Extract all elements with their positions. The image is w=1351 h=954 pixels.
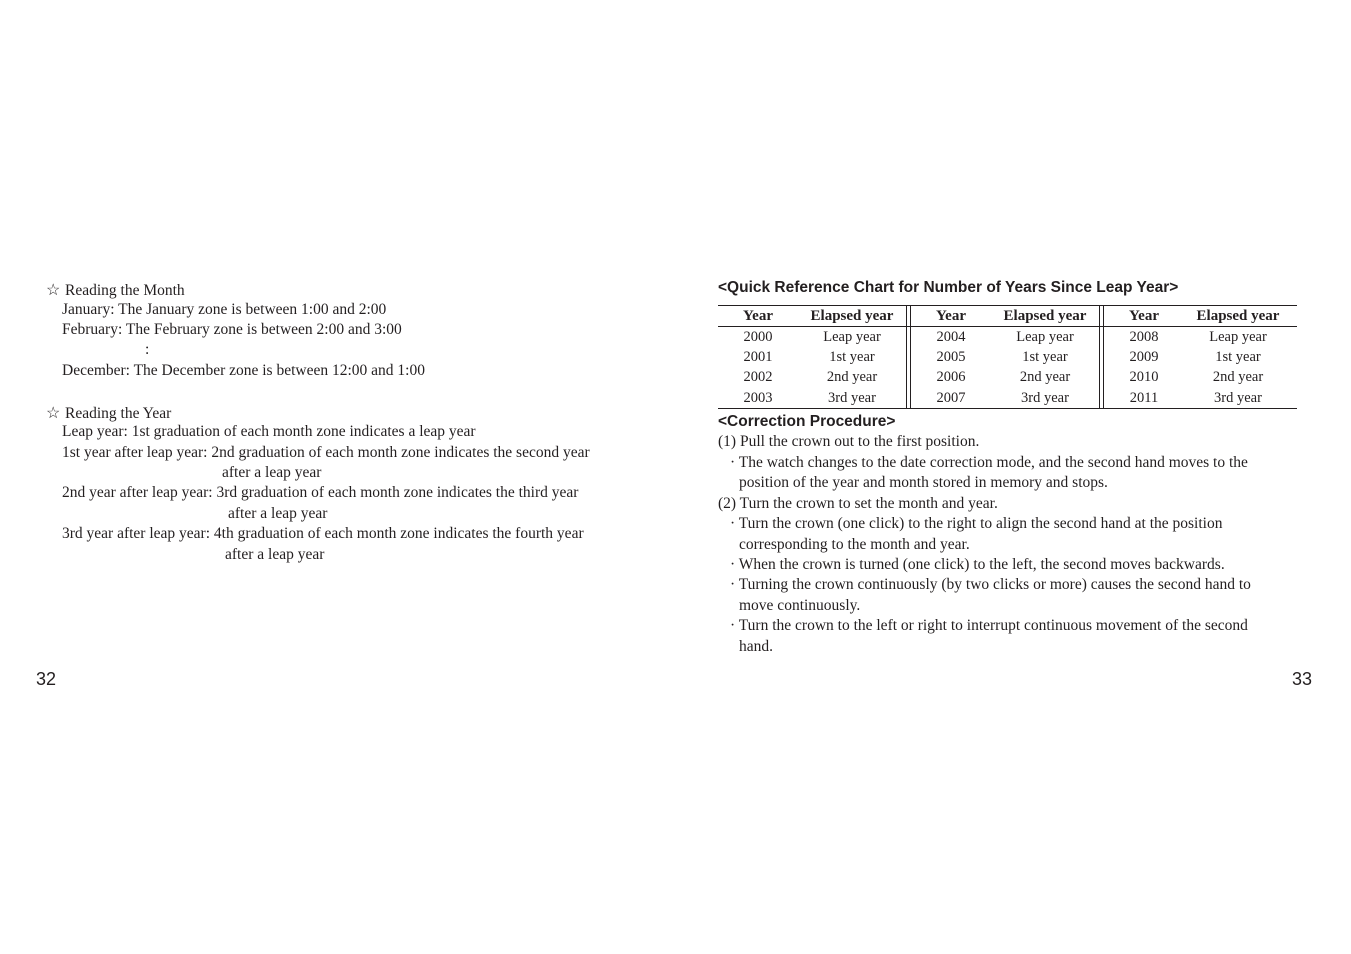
table-row (718, 347, 1297, 367)
table-cell: 2004 (936, 328, 966, 345)
left-page (0, 0, 675, 954)
chart-title: <Quick Reference Chart for Number of Years Since Leap Year> (718, 279, 1179, 296)
reading-month-heading (46, 280, 185, 300)
table-cell: 2002 (743, 369, 773, 386)
year-line-third: 3rd year after leap year: 4th graduation of each month zone indicates the fourth year (62, 525, 584, 542)
year-line-second-cont: after a leap year (228, 505, 328, 522)
table-cell: 2003 (743, 389, 773, 406)
table-body (718, 327, 1297, 408)
leap-year-table (718, 305, 1297, 409)
year-line-leap: Leap year: 1st graduation of each month zone indicates a leap year (62, 423, 476, 440)
reading-year-title: Reading the Year (65, 405, 172, 422)
table-cell: 2011 (1129, 389, 1159, 406)
month-line-january: January: The January zone is between 1:00 and 2:00 (62, 301, 387, 318)
header-elapsed: Elapsed year (810, 307, 894, 324)
table-cell: 2nd year (1019, 369, 1071, 386)
header-elapsed: Elapsed year (1003, 307, 1087, 324)
procedure-step-2-bullet-4-cont: hand. (739, 638, 774, 655)
star-icon: ☆ (46, 282, 61, 299)
page-number-left: 32 (36, 669, 57, 689)
table-cell: 2000 (743, 328, 773, 345)
table-row (718, 327, 1297, 347)
correction-procedure-title: <Correction Procedure> (718, 413, 896, 430)
star-icon: ☆ (46, 405, 61, 422)
table-cell: 2007 (936, 389, 966, 406)
table-cell: 3rd year (1214, 389, 1262, 406)
table-cell: 2005 (936, 348, 966, 365)
header-year: Year (936, 307, 966, 324)
procedure-step-2-bullet-1: · Turn the crown (one click) to the right to align the second hand at the position (730, 515, 1223, 532)
procedure-step-2-bullet-4: · Turn the crown to the left or right to interrupt continuous movement of the second (730, 617, 1248, 634)
table-cell: 2001 (743, 348, 773, 365)
table-cell: 2009 (1129, 348, 1159, 365)
year-line-second: 2nd year after leap year: 3rd graduation of each month zone indicates the third year (62, 484, 579, 501)
table-cell: 3rd year (1021, 389, 1069, 406)
table-cell: 1st year (829, 348, 875, 365)
procedure-step-2-bullet-3: · Turning the crown continuously (by two clicks or more) causes the second hand to (730, 576, 1251, 593)
procedure-step-2-bullet-3-cont: move continuously. (739, 597, 861, 614)
table-row (718, 368, 1297, 388)
table-header-row (718, 306, 1297, 327)
procedure-step-2: (2) Turn the crown to set the month and year. (718, 495, 998, 512)
table-cell: 2nd year (826, 369, 878, 386)
month-line-december: December: The December zone is between 12:00 and 1:00 (62, 362, 425, 379)
table-group-2 (911, 306, 1099, 326)
page-number-right: 33 (1292, 669, 1313, 689)
reading-month-title: Reading the Month (65, 282, 185, 299)
table-cell: 2006 (936, 369, 966, 386)
table-group-1 (718, 306, 906, 326)
table-cell: 2008 (1129, 328, 1159, 345)
procedure-step-1-bullet: · The watch changes to the date correction mode, and the second hand moves to the (730, 454, 1248, 471)
table-row (718, 388, 1297, 408)
procedure-step-1: (1) Pull the crown out to the first position. (718, 433, 980, 450)
table-group-3 (1104, 306, 1292, 326)
table-cell: Leap year (1016, 328, 1074, 345)
table-cell: 2010 (1129, 369, 1159, 386)
month-line-february: February: The February zone is between 2:00 and 3:00 (62, 321, 402, 338)
month-line-ellipsis: : (145, 341, 150, 358)
table-cell: Leap year (1209, 328, 1267, 345)
table-cell: 1st year (1022, 348, 1068, 365)
year-line-third-cont: after a leap year (225, 546, 325, 563)
year-line-first-cont: after a leap year (222, 464, 322, 481)
procedure-step-2-bullet-1-cont: corresponding to the month and year. (739, 536, 970, 553)
header-elapsed: Elapsed year (1196, 307, 1280, 324)
year-line-first: 1st year after leap year: 2nd graduation of each month zone indicates the second year (62, 444, 590, 461)
table-cell: 1st year (1215, 348, 1261, 365)
table-cell: 3rd year (828, 389, 876, 406)
table-cell: 2nd year (1212, 369, 1264, 386)
reading-year-heading (46, 403, 171, 423)
table-cell: Leap year (823, 328, 881, 345)
header-year: Year (743, 307, 773, 324)
header-year: Year (1129, 307, 1159, 324)
procedure-step-1-bullet-cont: position of the year and month stored in memory and stops. (739, 474, 1108, 491)
procedure-step-2-bullet-2: · When the crown is turned (one click) to the left, the second moves backwards. (730, 556, 1225, 573)
